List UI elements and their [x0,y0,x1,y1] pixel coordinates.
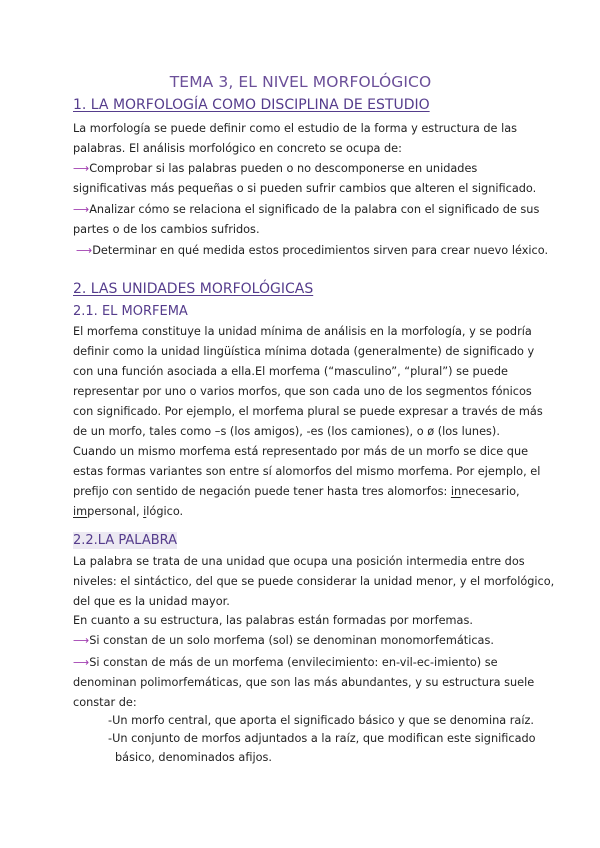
s1-bullet-1-line-2: significativas más pequeñas o si pueden sufrir cambios que alteren el significado. [73,182,537,195]
s21-line-7: Cuando un mismo morfema está representado por más de un morfo se dice que [73,445,529,458]
s22-dash-2-line-1: -Un conjunto de morfos adjuntados a la raíz, que modifican este significado [108,732,536,745]
s22-dash-2-line-2: básico, denominados afijos. [115,751,272,764]
s22-dash-1: -Un morfo central, que aporta el significado básico y que se denomina raíz. [108,714,534,727]
s22-bullet-2-line-3: constar de: [73,696,137,709]
arrow-icon: ⟶ [73,162,90,175]
arrow-icon: ⟶ [73,203,90,216]
arrow-icon: ⟶ [76,244,93,257]
s22-line-2: niveles: el sintáctico, del que se puede considerar la unidad menor, y el morfológico, [73,575,555,588]
section-1-heading: 1. LA MORFOLOGÍA COMO DISCIPLINA DE ESTUDIO [73,97,430,113]
example-prefix: in [450,485,462,498]
arrow-icon: ⟶ [73,656,90,669]
s1-bullet-3-line-1: ⟶Determinar en qué medida estos procedimientos sirven para crear nuevo léxico. [76,244,549,257]
subsection-2-1-heading: 2.1. EL MORFEMA [73,304,188,319]
s21-line-1: El morfema constituye la unidad mínima de análisis en la morfología, y se podría [73,325,532,338]
s1-intro-line-2: palabras. El análisis morfológico en concreto se ocupa de: [73,142,402,155]
s21-line-8: estas formas variantes son entre sí alomorfos del mismo morfema. Por ejemplo, el [73,465,541,478]
s21-line-5: con significado. Por ejemplo, el morfema plural se puede expresar a través de más [73,405,543,418]
s22-line-1: La palabra se trata de una unidad que ocupa una posición intermedia entre dos [73,555,525,568]
s1-intro-line-1: La morfología se puede definir como el estudio de la forma y estructura de las [73,122,518,135]
s21-line-3: con una función asociada a ella.El morfema (“masculino”, “plural”) se puede [73,365,508,378]
s21-line-2: definir como la unidad lingüística mínima dotada (generalmente) de significado y [73,345,535,358]
s22-bullet-2-line-1: ⟶Si constan de más de un morfema (envilecimiento: en-vil-ec-imiento) se [73,656,498,669]
page-title: TEMA 3, EL NIVEL MORFOLÓGICO [169,73,432,91]
s1-bullet-2-line-1: ⟶Analizar cómo se relaciona el significado de la palabra con el significado de sus [73,203,540,216]
s22-line-3: del que es la unidad mayor. [73,595,230,608]
example-prefix: i [143,505,147,518]
s1-bullet-1-line-1: ⟶Comprobar si las palabras pueden o no descomponerse en unidades [73,162,478,175]
s21-line-10: impersonal, ilógico. [73,505,184,518]
arrow-icon: ⟶ [73,634,90,647]
s22-line-4: En cuanto a su estructura, las palabras están formadas por morfemas. [73,614,473,627]
s22-bullet-1: ⟶Si constan de un solo morfema (sol) se denominan monomorfemáticas. [73,634,494,647]
s21-line-6: de un morfo, tales como –s (los amigos), -es (los camiones), o ø (los lunes). [73,425,500,438]
s22-bullet-2-line-2: denominan polimorfemáticas, que son las más abundantes, y su estructura suele [73,676,535,689]
s1-bullet-2-line-2: partes o de los cambios sufridos. [73,223,260,236]
s21-line-9: prefijo con sentido de negación puede tener hasta tres alomorfos: innecesario, [73,485,520,498]
example-prefix: im [73,505,88,518]
s21-line-4: representar por uno o varios morfos, que son cada uno de los segmentos fónicos [73,385,532,398]
subsection-2-2-heading: 2.2.LA PALABRA [73,533,178,548]
section-2-heading: 2. LAS UNIDADES MORFOLÓGICAS [73,281,314,297]
